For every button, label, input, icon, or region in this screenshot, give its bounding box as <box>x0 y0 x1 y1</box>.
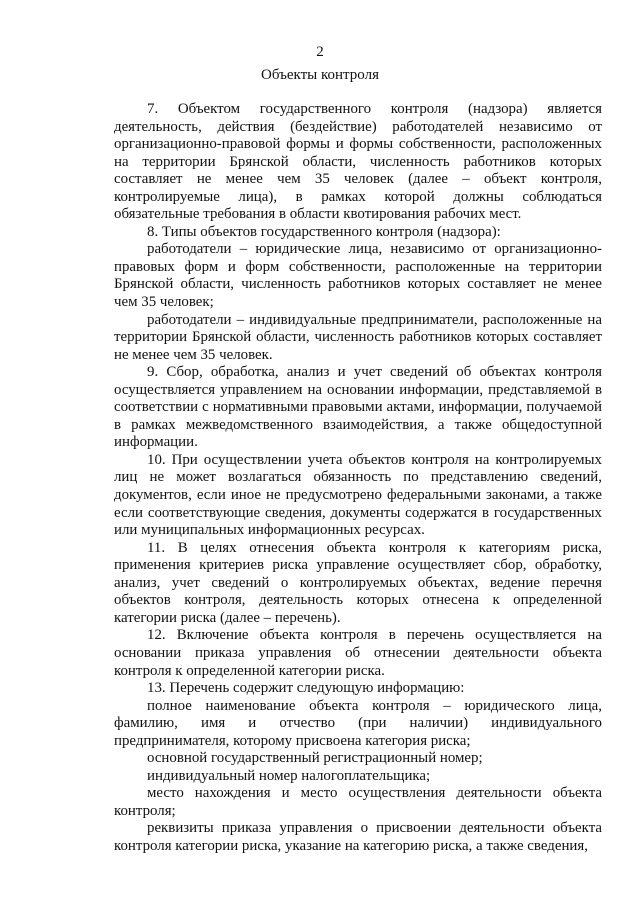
paragraph-13-item-name: полное наименование объекта контроля – юридического лица, фамилию, имя и отчество (при наличии) индивидуального предпринимателя, которому присвоена категория риска; <box>114 697 602 749</box>
paragraph-12: 12. Включение объекта контроля в перечень осуществляется на основании приказа управления об отнесении деятельности объекта контроля к определенной категории риска. <box>114 627 602 679</box>
paragraph-13: 13. Перечень содержит следующую информацию: <box>147 680 465 697</box>
paragraph-8-item-legal-entities: работодатели – юридические лица, независимо от организационно-правовых форм и форм собственности, расположенные на территории Брянской области, численность работников которых составляет не менее чем 35 человек; <box>114 241 602 311</box>
paragraph-11: 11. В целях отнесения объекта контроля к категориям риска, применения критериев риска управление осуществляет сбор, обработку, анализ, учет сведений о контролируемых объектах, ведение перечня объектов контроля, деятельность которых отнесена к определенной категории риска (далее – перечень). <box>114 539 602 626</box>
paragraph-8-item-entrepreneurs: работодатели – индивидуальные предприниматели, расположенные на территории Брянской области, численность работников которых составляет не менее чем 35 человек. <box>114 311 602 363</box>
paragraph-13-item-location: место нахождения и место осуществления деятельности объекта контроля; <box>114 785 602 819</box>
paragraph-10: 10. При осуществлении учета объектов контроля на контролируемых лиц не может возлагаться обязанность по представлению сведений, документов, если иное не предусмотрено федеральными законами, а также если соответствующие сведения, документы содержатся в государственных или муниципальных информационных ресурсах. <box>114 451 602 539</box>
paragraph-13-item-order-details: реквизиты приказа управления о присвоении деятельности объекта контроля категории риска, указание на категорию риска, а также сведения, <box>114 820 602 854</box>
paragraph-7: 7. Объектом государственного контроля (надзора) является деятельность, действия (бездействие) работодателей независимо от организационно-правовой формы и формы собственности, расположенных на территории Брянской области, численность работников которых составляет не менее чем 35 человек (далее – объект контроля, контролируемые лица), в рамках которой должны соблюдаться обязательные требования в области квотирования рабочих мест. <box>114 101 602 223</box>
body-text <box>114 101 602 856</box>
page-number: 2 <box>316 44 324 60</box>
paragraph-13-item-inn: индивидуальный номер налогоплательщика; <box>147 767 431 784</box>
paragraph-8: 8. Типы объектов государственного контроля (надзора): <box>147 223 501 240</box>
paragraph-9: 9. Сбор, обработка, анализ и учет сведений об объектах контроля осуществляется управлением на основании информации, представляемой в соответствии с нормативными правовыми актами, информации, получаемой в рамках межведомственного взаимодействия, а также общедоступной информации. <box>114 364 602 451</box>
paragraph-13-item-ogrn: основной государственный регистрационный номер; <box>147 750 483 767</box>
section-title: Объекты контроля <box>261 67 379 83</box>
